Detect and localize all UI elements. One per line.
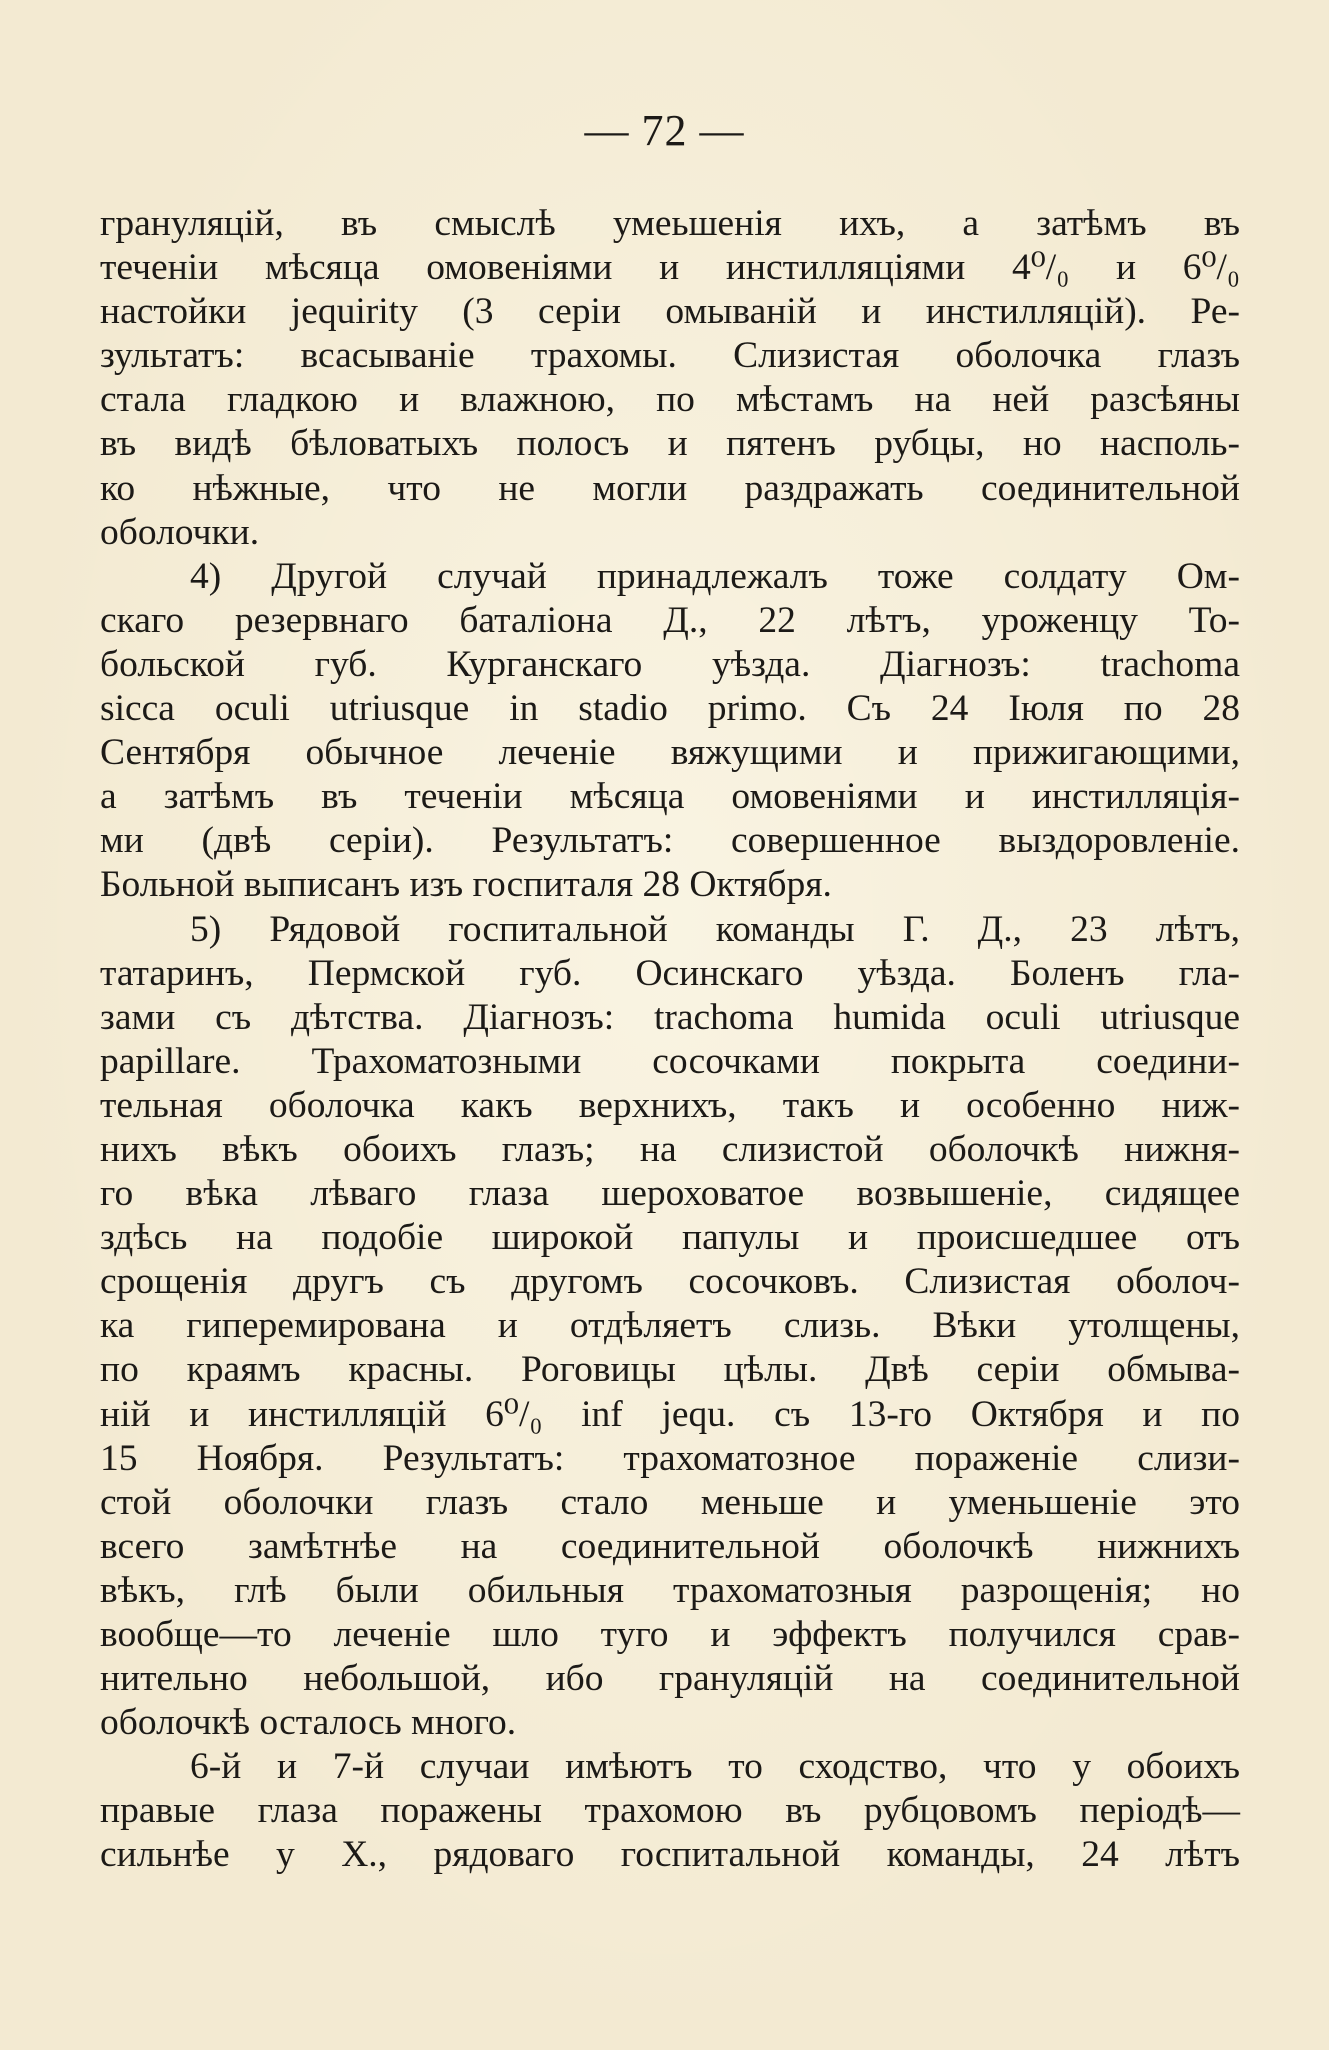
text-line: ко нѣжные, что не могли раздражать соединительной [100,467,1240,509]
text-line: оболочкѣ осталось много. [100,1702,517,1744]
text-line: по краямъ красны. Роговицы цѣлы. Двѣ серіи обмыва- [100,1349,1240,1391]
text-line: ній и инстилляцій 6⁰/₀ inf jequ. съ 13-го Октября и по [100,1393,1240,1435]
text-line: въ видѣ бѣловатыхъ полосъ и пятенъ рубцы, но насполь- [100,423,1240,465]
text-line: 5) Рядовой госпитальной команды Г. Д., 23 лѣтъ, [190,908,1240,950]
text-line: papillare. Трахоматозными сосочками покрыта соедини- [100,1040,1240,1082]
text-line: го вѣка лѣваго глаза шероховатое возвышеніе, сидящее [100,1173,1240,1215]
page-number: — 72 — [584,106,745,155]
text-line: настойки jequirity (3 серіи омываній и инстилляцій). Ре- [100,291,1240,333]
text-line: вѣкъ, глѣ были обильныя трахоматозныя разрощенія; но [100,1569,1240,1611]
text-line: 15 Ноября. Результатъ: трахоматозное пораженіе слизи- [100,1437,1240,1479]
text-line: тельная оболочка какъ верхнихъ, такъ и особенно ниж- [100,1084,1240,1126]
text-line: всего замѣтнѣе на соединительной оболочкѣ нижнихъ [100,1525,1240,1567]
text-line: здѣсь на подобіе широкой папулы и происшедшее отъ [100,1217,1240,1259]
text-line: Больной выписанъ изъ госпиталя 28 Октября. [100,864,832,906]
text-line: sicca oculi utriusque in stadio primo. Съ 24 Іюля по 28 [100,688,1240,730]
text-line: 6-й и 7-й случаи имѣютъ то сходство, что у обоихъ [190,1746,1240,1788]
text-line: ка гиперемирована и отдѣляетъ слизь. Вѣки утолщены, [100,1305,1240,1347]
text-line: скаго резервнаго баталіона Д., 22 лѣтъ, уроженцу То- [100,599,1240,641]
text-line: срощенія другъ съ другомъ сосочковъ. Слизистая оболоч- [100,1261,1240,1303]
text-line: ми (двѣ серіи). Результатъ: совершенное выздоровленіе. [100,820,1240,862]
text-line: 4) Другой случай принадлежалъ тоже солдату Ом- [190,555,1240,597]
text-line: теченіи мѣсяца омовеніями и инстилляціями 4⁰/₀ и 6⁰/₀ [100,247,1240,289]
text-line: грануляцій, въ смыслѣ умеьшенія ихъ, а затѣмъ въ [100,203,1240,244]
text-line: вообще—то леченіе шло туго и эффектъ получился срав- [100,1614,1240,1655]
text-line: стала гладкою и влажною, по мѣстамъ на ней разсѣяны [100,379,1240,421]
text-line: сильнѣе у Х., рядоваго госпитальной команды, 24 лѣтъ [100,1834,1240,1876]
text-line: зультатъ: всасываніе трахомы. Слизистая оболочка глазъ [100,335,1240,377]
text-line: татаринъ, Пермской губ. Осинскаго уѣзда. Боленъ гла- [100,952,1240,994]
text-line: оболочки. [100,511,260,553]
text-line: стой оболочки глазъ стало меньше и уменьшеніе это [100,1481,1240,1523]
text-line: Сентября обычное леченіе вяжущими и прижигающими, [100,732,1240,774]
text-line: правые глаза поражены трахомою въ рубцовомъ періодѣ— [100,1790,1240,1832]
text-line: нихъ вѣкъ обоихъ глазъ; на слизистой оболочкѣ нижня- [100,1128,1240,1170]
body-text [100,202,1240,1878]
text-line: зами съ дѣтства. Діагнозъ: trachoma humida oculi utriusque [100,996,1240,1038]
text-line: нительно небольшой, ибо грануляцій на соединительной [100,1658,1240,1700]
text-line: больской губ. Курганскаго уѣзда. Діагнозъ: trachoma [100,643,1240,685]
text-line: а затѣмъ въ теченіи мѣсяца омовеніями и инстилляція- [100,776,1240,818]
